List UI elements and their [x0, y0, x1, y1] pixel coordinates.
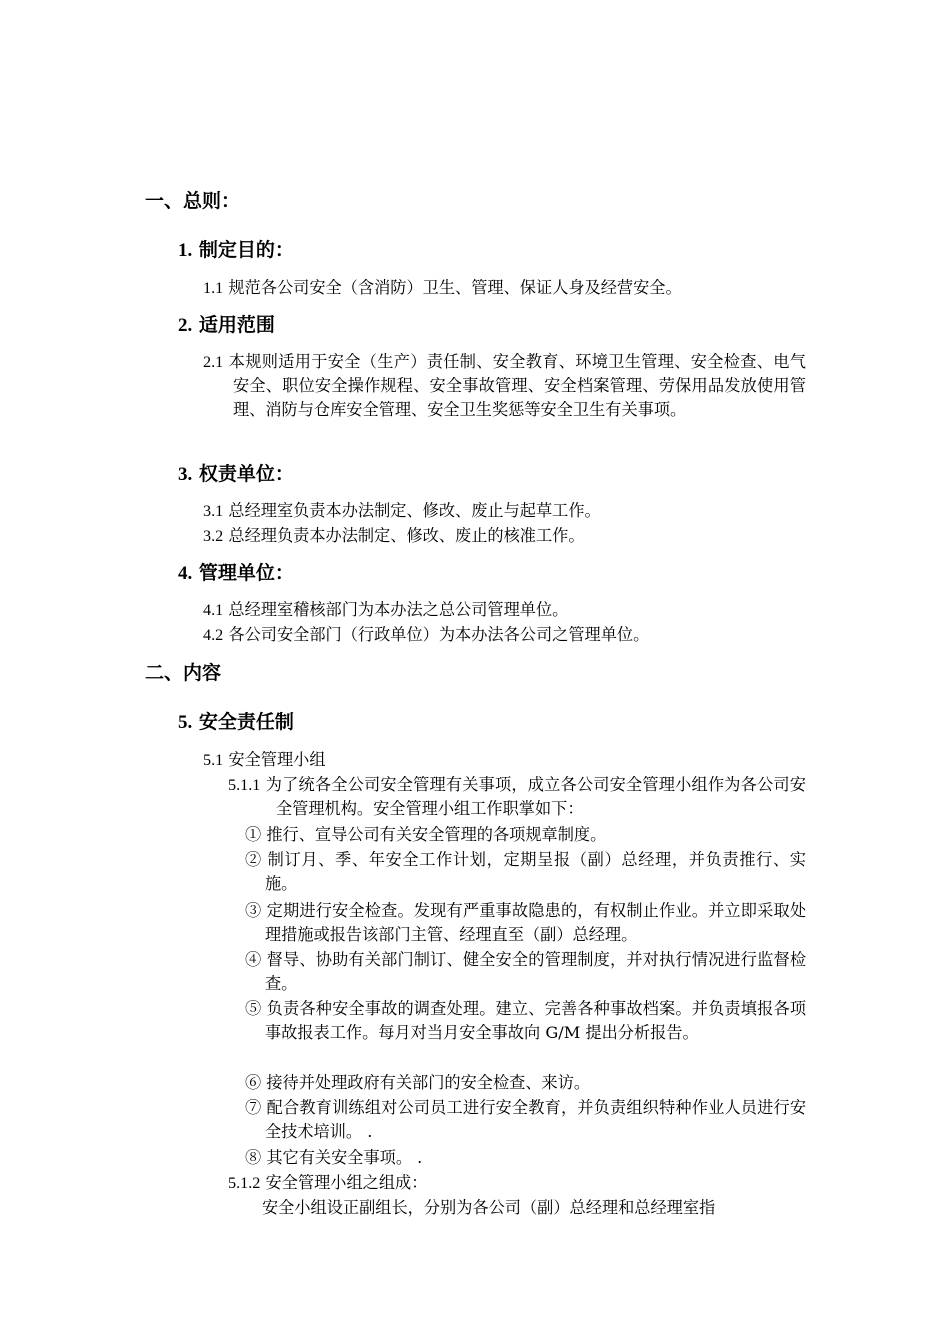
clause-text: 安全管理小组之组成：: [265, 1173, 428, 1192]
subsection-title: 制定目的：: [198, 239, 294, 261]
duty-marker: ①: [245, 825, 262, 844]
clause-text: 为了统各全公司安全管理有关事项，成立各公司安全管理小组作为各公司安全管理机构。安全管理小组工作职掌如下：: [265, 775, 806, 818]
duty-item-6: [245, 1071, 590, 1095]
clause-5-1-2-body: [262, 1196, 715, 1220]
duty-text: 其它有关安全事项。 .: [266, 1148, 423, 1167]
duty-item-3: [245, 899, 806, 947]
duty-item-1: [245, 823, 606, 847]
duty-text: 接待并处理政府有关部门的安全检查、来访。: [266, 1073, 591, 1092]
clause-3-1: [203, 499, 601, 523]
subsection-number: 2.: [178, 315, 193, 336]
clause-number: 4.1: [203, 601, 224, 619]
duty-text: 负责各种安全事故的调查处理。建立、完善各种事故档案。并负责填报各项事故报表工作。每月对当月安全事故向 G/M 提出分析报告。: [265, 999, 807, 1042]
clause-text: 安全小组设正副组长，分别为各公司（副）总经理和总经理室指: [262, 1198, 716, 1217]
subsection-heading-safety-responsibility: [178, 710, 294, 735]
clause-number: 4.2: [203, 626, 224, 644]
clause-number: 5.1: [203, 751, 224, 769]
clause-text: 规范各公司安全（含消防）卫生、管理、保证人身及经营安全。: [228, 278, 682, 297]
duty-text: 督导、协助有关部门制订、健全安全的管理制度，并对执行情况进行监督检查。: [265, 950, 807, 993]
clause-number: 2.1: [203, 353, 224, 371]
clause-text: 总经理负责本办法制定、修改、废止的核准工作。: [228, 526, 585, 545]
subsection-heading-management: [178, 561, 294, 586]
duty-marker: ⑥: [245, 1073, 262, 1092]
subsection-number: 5.: [178, 712, 193, 733]
duty-text: 制订月、季、年安全工作计划，定期呈报（副）总经理，并负责推行、实施。: [265, 850, 806, 893]
subsection-heading-responsibility: [178, 462, 294, 487]
clause-number: 3.2: [203, 527, 224, 545]
clause-1-1: [203, 276, 682, 300]
duty-item-5: [245, 997, 806, 1045]
duty-marker: ⑧: [245, 1148, 262, 1167]
clause-3-2: [203, 524, 585, 548]
subsection-heading-purpose: [178, 238, 294, 263]
subsection-number: 4.: [178, 563, 193, 584]
duty-item-4: [245, 948, 806, 996]
clause-4-2: [203, 623, 649, 647]
duty-marker: ④: [245, 950, 262, 969]
duty-text: 配合教育训练组对公司员工进行安全教育，并负责组织特种作业人员进行安全技术培训。 .: [265, 1098, 807, 1141]
duty-item-2: [245, 848, 806, 896]
duty-item-7: [245, 1096, 806, 1144]
clause-number: 3.1: [203, 502, 224, 520]
duty-marker: ⑦: [245, 1098, 262, 1117]
section-heading-content: 二、内容: [145, 662, 222, 684]
clause-5-1-1: [228, 773, 806, 821]
clause-2-1: [203, 350, 806, 422]
subsection-title: 管理单位：: [198, 562, 294, 584]
duty-text: 推行、宣导公司有关安全管理的各项规章制度。: [266, 825, 607, 844]
clause-5-1-2: [228, 1171, 427, 1195]
clause-number: 5.1.2: [228, 1174, 261, 1192]
duty-marker: ③: [245, 901, 262, 920]
duty-marker: ⑤: [245, 999, 262, 1018]
clause-5-1: [203, 748, 326, 772]
clause-number: 5.1.1: [228, 776, 261, 794]
subsection-number: 1.: [178, 240, 193, 261]
subsection-heading-scope: [178, 313, 275, 338]
clause-text: 安全管理小组: [228, 750, 326, 769]
duty-marker: ②: [245, 850, 262, 869]
clause-text: 本规则适用于安全（生产）责任制、安全教育、环境卫生管理、安全检查、电气安全、职位安全操作规程、安全事故管理、安全档案管理、劳保用品发放使用管理、消防与仓库安全管理、安全卫生奖惩等安全卫生有关事项。: [228, 352, 806, 419]
section-heading-general: 一、总则：: [145, 190, 241, 212]
duty-text: 定期进行安全检查。发现有严重事故隐患的，有权制止作业。并立即采取处理措施或报告该部门主管、经理直至（副）总经理。: [265, 901, 807, 944]
clause-text: 各公司安全部门（行政单位）为本办法各公司之管理单位。: [228, 625, 650, 644]
subsection-title: 适用范围: [198, 314, 275, 336]
clause-text: 总经理室稽核部门为本办法之总公司管理单位。: [228, 600, 569, 619]
clause-4-1: [203, 598, 568, 622]
subsection-title: 安全责任制: [198, 711, 294, 733]
subsection-title: 权责单位：: [198, 463, 294, 485]
subsection-number: 3.: [178, 464, 193, 485]
clause-number: 1.1: [203, 279, 224, 297]
duty-item-8: [245, 1146, 422, 1170]
clause-text: 总经理室负责本办法制定、修改、废止与起草工作。: [228, 501, 601, 520]
